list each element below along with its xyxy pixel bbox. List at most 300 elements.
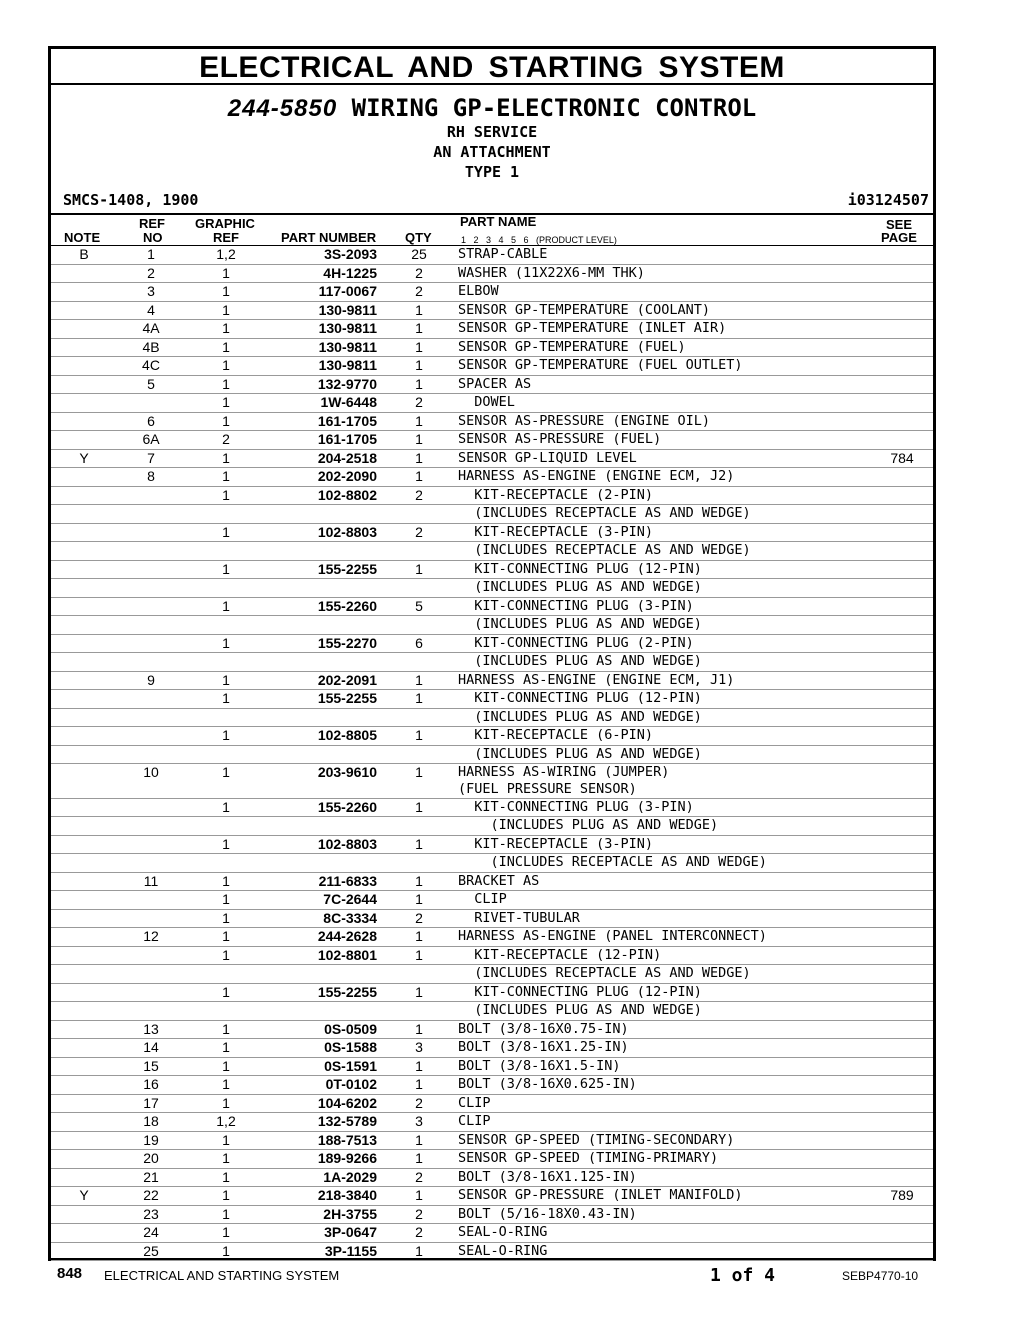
col-ref-bottom: NO [143, 230, 163, 245]
part-name-cell: SENSOR GP-SPEED (TIMING-PRIMARY) [458, 1150, 719, 1166]
ref-no-cell: 8 [147, 468, 155, 484]
table-row [51, 357, 933, 376]
ref-no-cell: 25 [143, 1242, 159, 1259]
ref-no-cell: 4C [142, 357, 160, 373]
qty-cell: 1 [415, 764, 423, 780]
note-cell: Y [79, 1187, 89, 1203]
part-name-cell: CLIP [458, 1094, 491, 1111]
table-row [51, 339, 933, 358]
part-number-cell: 211-6833 [318, 872, 377, 889]
table-row [51, 561, 933, 580]
graphic-ref-cell: 1 [222, 872, 230, 889]
part-number-cell: 7C-2644 [323, 891, 377, 907]
group-subtitle-3: TYPE 1 [464, 163, 520, 181]
part-number-cell: 132-9770 [317, 375, 377, 392]
qty-cell: 1 [415, 338, 423, 355]
table-row [51, 616, 933, 635]
part-name-cell: SENSOR AS-PRESSURE (FUEL) [458, 431, 662, 447]
part-name-cell: BRACKET AS [458, 872, 540, 889]
ref-no-cell: 3 [147, 283, 155, 299]
qty-cell: 1 [415, 690, 423, 706]
qty-cell: 2 [415, 283, 423, 299]
ref-no-cell: 6A [142, 431, 160, 447]
part-number-cell: 102-8802 [317, 486, 377, 503]
graphic-ref-cell: 1 [222, 690, 230, 706]
ref-no-cell: 16 [143, 1076, 159, 1092]
table-row [51, 836, 933, 855]
table-row [51, 635, 933, 654]
note-cell: B [79, 246, 89, 262]
part-name-cell: SENSOR GP-TEMPERATURE (FUEL OUTLET) [458, 357, 743, 373]
part-name-cell: (INCLUDES RECEPTACLE AS AND WEDGE) [458, 542, 751, 558]
part-number-cell: 102-8803 [317, 835, 377, 852]
col-see-bottom: PAGE [881, 230, 917, 245]
qty-cell: 2 [415, 486, 423, 503]
qty-cell: 1 [415, 928, 423, 944]
table-row [51, 764, 933, 799]
part-number-cell: 155-2260 [317, 798, 377, 815]
col-graphic-top: GRAPHIC [195, 216, 255, 231]
ref-no-cell: 22 [143, 1187, 159, 1203]
part-name-cell: SENSOR GP-PRESSURE (INLET MANIFOLD) [458, 1187, 743, 1203]
ref-no-cell: 21 [143, 1168, 159, 1185]
graphic-ref-cell: 1 [222, 597, 230, 614]
group-subtitle-1: RH SERVICE [446, 123, 538, 141]
graphic-ref-cell: 1 [222, 320, 230, 336]
ref-no-cell: 19 [143, 1131, 159, 1148]
part-name-cell: (INCLUDES RECEPTACLE AS AND WEDGE) [458, 854, 767, 870]
col-product-level: 1 2 3 4 5 6 (PRODUCT LEVEL) [461, 235, 617, 245]
qty-cell: 1 [415, 301, 423, 318]
part-name-cell: HARNESS AS-WIRING (JUMPER) (FUEL PRESSURE SENSOR) [458, 764, 670, 797]
part-number-cell: 188-7513 [317, 1131, 377, 1148]
qty-cell: 1 [415, 412, 423, 429]
table-row [51, 1187, 933, 1206]
qty-cell: 1 [415, 798, 423, 815]
part-name-cell: SEAL-O-RING [458, 1242, 548, 1259]
part-name-cell: (INCLUDES PLUG AS AND WEDGE) [458, 817, 719, 833]
graphic-ref-cell: 1 [222, 1242, 230, 1259]
graphic-ref-cell: 1 [222, 909, 230, 926]
part-name-cell: KIT-RECEPTACLE (12-PIN) [458, 946, 662, 963]
qty-cell: 2 [415, 394, 423, 410]
qty-cell: 1 [415, 983, 423, 1000]
qty-cell: 2 [415, 909, 423, 926]
part-number-cell: 155-2255 [317, 560, 377, 577]
table-row [51, 1058, 933, 1077]
part-name-cell: ELBOW [458, 283, 499, 299]
graphic-ref-cell: 1 [222, 727, 230, 743]
table-row [51, 598, 933, 617]
qty-cell: 1 [415, 671, 423, 688]
part-name-cell: STRAP-CABLE [458, 246, 548, 262]
graphic-ref-cell: 1,2 [216, 246, 236, 262]
part-name-cell: BOLT (5/16-18X0.43-IN) [458, 1205, 637, 1222]
ref-no-cell: 9 [147, 671, 155, 688]
table-row [51, 984, 933, 1003]
ref-no-cell: 23 [143, 1205, 159, 1222]
table-row [51, 1132, 933, 1151]
part-name-cell: HARNESS AS-ENGINE (ENGINE ECM, J1) [458, 671, 735, 688]
graphic-ref-cell: 1 [222, 375, 230, 392]
part-name-cell: (INCLUDES PLUG AS AND WEDGE) [458, 616, 702, 632]
col-qty: QTY [405, 230, 432, 245]
col-see-top: SEE [886, 217, 913, 232]
note-cell: Y [79, 449, 89, 466]
part-name-cell: DOWEL [458, 394, 515, 410]
see-page-cell: 789 [890, 1187, 914, 1203]
part-number-cell: 3P-0647 [324, 1224, 377, 1240]
qty-cell: 1 [415, 560, 423, 577]
part-number-cell: 155-2270 [317, 634, 377, 651]
qty-cell: 1 [415, 835, 423, 852]
graphic-ref-cell: 1 [222, 1205, 230, 1222]
part-number-cell: 102-8801 [317, 946, 377, 963]
table-row [51, 413, 933, 432]
part-name-cell: (INCLUDES PLUG AS AND WEDGE) [458, 579, 702, 595]
table-row [51, 542, 933, 561]
graphic-ref-cell: 1 [222, 394, 230, 410]
part-number-cell: 155-2255 [317, 983, 377, 1000]
graphic-ref-cell: 1 [222, 301, 230, 318]
table-row [51, 817, 933, 836]
qty-cell: 1 [415, 468, 423, 484]
part-number-cell: 218-3840 [317, 1187, 377, 1203]
ref-no-cell: 20 [143, 1150, 159, 1166]
part-name-cell: SENSOR GP-TEMPERATURE (INLET AIR) [458, 320, 727, 336]
part-number-cell: 244-2628 [317, 928, 377, 944]
parts-table-body [51, 246, 933, 1261]
graphic-ref-cell: 1 [222, 468, 230, 484]
part-name-cell: SENSOR GP-TEMPERATURE (FUEL) [458, 338, 686, 355]
part-name-cell: SPACER AS [458, 375, 532, 392]
part-name-cell: SEAL-O-RING [458, 1224, 548, 1240]
table-row [51, 799, 933, 818]
group-heading [51, 95, 933, 122]
ref-no-cell: 15 [143, 1057, 159, 1074]
smcs-code: SMCS-1408, 1900 [63, 191, 199, 209]
illustration-id: i03124507 [847, 191, 929, 209]
table-row [51, 450, 933, 469]
col-part-number: PART NUMBER [281, 230, 377, 245]
table-row [51, 1150, 933, 1169]
table-row [51, 579, 933, 598]
part-number-cell: 0T-0102 [325, 1076, 377, 1092]
qty-cell: 1 [415, 449, 423, 466]
ref-no-cell: 7 [147, 449, 155, 466]
table-row [51, 1113, 933, 1132]
table-row [51, 302, 933, 321]
table-row [51, 891, 933, 910]
graphic-ref-cell: 1 [222, 1187, 230, 1203]
qty-cell: 3 [415, 1113, 423, 1129]
qty-cell: 1 [415, 1076, 423, 1092]
table-row [51, 487, 933, 506]
ref-no-cell: 1 [147, 246, 155, 262]
parts-list-frame [48, 46, 936, 1261]
graphic-ref-cell: 1 [222, 798, 230, 815]
part-number-cell: 1A-2029 [323, 1168, 377, 1185]
qty-cell: 2 [415, 1224, 423, 1240]
table-row [51, 1002, 933, 1021]
part-number-cell: 189-9266 [317, 1150, 377, 1166]
ref-no-cell: 12 [143, 928, 159, 944]
qty-cell: 6 [415, 634, 423, 651]
part-name-cell: BOLT (3/8-16X1.125-IN) [458, 1168, 637, 1185]
table-row [51, 947, 933, 966]
part-number-cell: 202-2090 [317, 468, 377, 484]
qty-cell: 1 [415, 1057, 423, 1074]
qty-cell: 2 [415, 264, 423, 281]
table-row [51, 854, 933, 873]
part-name-cell: SENSOR GP-LIQUID LEVEL [458, 449, 637, 466]
ref-no-cell: 17 [143, 1094, 159, 1111]
part-name-cell: HARNESS AS-ENGINE (PANEL INTERCONNECT) [458, 928, 767, 944]
graphic-ref-cell: 1 [222, 1094, 230, 1111]
table-row [51, 283, 933, 302]
table-row [51, 1169, 933, 1188]
part-name-cell: (INCLUDES PLUG AS AND WEDGE) [458, 653, 702, 669]
table-row [51, 1243, 933, 1262]
col-part-name: PART NAME [460, 214, 537, 229]
ref-no-cell: 14 [143, 1039, 159, 1055]
qty-cell: 1 [415, 891, 423, 907]
graphic-ref-cell: 1 [222, 1224, 230, 1240]
graphic-ref-cell: 1 [222, 357, 230, 373]
table-row [51, 965, 933, 984]
qty-cell: 1 [415, 1187, 423, 1203]
table-row [51, 653, 933, 672]
part-number-cell: 130-9811 [318, 338, 377, 355]
table-row [51, 524, 933, 543]
qty-cell: 1 [415, 946, 423, 963]
part-number-cell: 8C-3334 [323, 909, 377, 926]
ref-no-cell: 24 [143, 1224, 159, 1240]
part-number-cell: 1W-6448 [320, 394, 377, 410]
qty-cell: 1 [415, 727, 423, 743]
group-part-number: 244-5850 [227, 95, 338, 122]
table-row [51, 431, 933, 450]
ref-no-cell: 6 [147, 412, 155, 429]
part-name-cell: BOLT (3/8-16X0.75-IN) [458, 1020, 629, 1037]
part-name-cell: KIT-CONNECTING PLUG (3-PIN) [458, 798, 694, 815]
table-row [51, 468, 933, 487]
graphic-ref-cell: 1 [222, 946, 230, 963]
graphic-ref-cell: 1 [222, 671, 230, 688]
table-row [51, 727, 933, 746]
ref-no-cell: 18 [143, 1113, 159, 1129]
graphic-ref-cell: 1 [222, 523, 230, 540]
table-row [51, 910, 933, 929]
graphic-ref-cell: 1,2 [216, 1113, 236, 1129]
qty-cell: 1 [415, 872, 423, 889]
table-row [51, 505, 933, 524]
part-number-cell: 102-8805 [317, 727, 377, 743]
qty-cell: 1 [415, 1242, 423, 1259]
table-row [51, 265, 933, 284]
ref-no-cell: 13 [143, 1020, 159, 1037]
part-number-cell: 161-1705 [317, 412, 377, 429]
part-number-cell: 117-0067 [318, 283, 377, 299]
part-name-cell: CLIP [458, 891, 507, 907]
part-name-cell: (INCLUDES RECEPTACLE AS AND WEDGE) [458, 965, 751, 981]
graphic-ref-cell: 1 [222, 1057, 230, 1074]
part-name-cell: SENSOR GP-TEMPERATURE (COOLANT) [458, 301, 710, 318]
graphic-ref-cell: 1 [222, 835, 230, 852]
part-name-cell: BOLT (3/8-16X1.25-IN) [458, 1039, 629, 1055]
qty-cell: 2 [415, 1094, 423, 1111]
qty-cell: 1 [415, 320, 423, 336]
ref-no-cell: 4A [142, 320, 160, 336]
graphic-ref-cell: 2 [222, 431, 230, 447]
part-number-cell: 0S-1588 [324, 1039, 377, 1055]
qty-cell: 5 [415, 597, 423, 614]
part-name-cell: (INCLUDES PLUG AS AND WEDGE) [458, 708, 702, 725]
graphic-ref-cell: 1 [222, 1131, 230, 1148]
graphic-ref-cell: 1 [222, 1150, 230, 1166]
part-number-cell: 155-2255 [317, 690, 377, 706]
graphic-ref-cell: 1 [222, 764, 230, 780]
part-number-cell: 204-2518 [317, 449, 377, 466]
part-number-cell: 102-8803 [317, 523, 377, 540]
part-name-cell: (INCLUDES PLUG AS AND WEDGE) [458, 1002, 702, 1018]
table-row [51, 1095, 933, 1114]
part-name-cell: WASHER (11X22X6-MM THK) [458, 264, 645, 281]
ref-no-cell: 10 [143, 764, 159, 780]
part-number-cell: 0S-0509 [324, 1020, 377, 1037]
ref-no-cell: 4 [147, 301, 155, 318]
qty-cell: 1 [415, 375, 423, 392]
graphic-ref-cell: 1 [222, 1039, 230, 1055]
qty-cell: 25 [411, 246, 427, 262]
graphic-ref-cell: 1 [222, 560, 230, 577]
table-row [51, 690, 933, 709]
group-part-name: WIRING GP-ELECTRONIC CONTROL [351, 94, 757, 122]
qty-cell: 1 [415, 1150, 423, 1166]
table-row [51, 1039, 933, 1058]
graphic-ref-cell: 1 [222, 1020, 230, 1037]
part-name-cell: KIT-RECEPTACLE (3-PIN) [458, 835, 654, 852]
ref-no-cell: 2 [147, 264, 155, 281]
group-subtitle-2: AN ATTACHMENT [433, 143, 551, 161]
table-row [51, 320, 933, 339]
table-row [51, 928, 933, 947]
graphic-ref-cell: 1 [222, 449, 230, 466]
part-name-cell: (INCLUDES RECEPTACLE AS AND WEDGE) [458, 505, 751, 521]
table-row [51, 246, 933, 265]
part-number-cell: 3S-2093 [324, 246, 377, 262]
graphic-ref-cell: 1 [222, 283, 230, 299]
table-row [51, 873, 933, 892]
qty-cell: 1 [415, 357, 423, 373]
graphic-ref-cell: 1 [222, 1168, 230, 1185]
footer-doc-id: SEBP4770-10 [842, 1269, 919, 1283]
ref-no-cell: 11 [143, 872, 159, 889]
part-number-cell: 202-2091 [317, 671, 377, 688]
footer-page-of: 1 of 4 [710, 1265, 776, 1286]
graphic-ref-cell: 1 [222, 486, 230, 503]
qty-cell: 1 [415, 1131, 423, 1148]
table-row [51, 672, 933, 691]
part-name-cell: (INCLUDES PLUG AS AND WEDGE) [458, 745, 702, 762]
part-number-cell: 104-6202 [317, 1094, 377, 1111]
part-name-cell: KIT-RECEPTACLE (6-PIN) [458, 727, 654, 743]
part-name-cell: RIVET-TUBULAR [458, 909, 580, 926]
qty-cell: 1 [415, 1020, 423, 1037]
part-name-cell: SENSOR AS-PRESSURE (ENGINE OIL) [458, 412, 710, 429]
part-number-cell: 130-9811 [318, 320, 377, 336]
ref-no-cell: 5 [147, 375, 155, 392]
part-name-cell: KIT-CONNECTING PLUG (12-PIN) [458, 560, 702, 577]
graphic-ref-cell: 1 [222, 634, 230, 651]
table-row [51, 1076, 933, 1095]
smcs-row [51, 189, 933, 215]
part-number-cell: 203-9610 [317, 764, 377, 780]
graphic-ref-cell: 1 [222, 983, 230, 1000]
table-row [51, 1206, 933, 1225]
part-name-cell: BOLT (3/8-16X1.5-IN) [458, 1057, 621, 1074]
part-name-cell: CLIP [458, 1113, 491, 1129]
part-name-cell: KIT-RECEPTACLE (2-PIN) [458, 486, 654, 503]
table-row [51, 394, 933, 413]
graphic-ref-cell: 1 [222, 264, 230, 281]
part-name-cell: BOLT (3/8-16X0.625-IN) [458, 1076, 637, 1092]
part-number-cell: 3P-1155 [324, 1242, 377, 1259]
part-name-cell: KIT-RECEPTACLE (3-PIN) [458, 523, 654, 540]
table-row [51, 709, 933, 728]
qty-cell: 2 [415, 1168, 423, 1185]
graphic-ref-cell: 1 [222, 1076, 230, 1092]
graphic-ref-cell: 1 [222, 338, 230, 355]
graphic-ref-cell: 1 [222, 928, 230, 944]
part-number-cell: 132-5789 [317, 1113, 377, 1129]
graphic-ref-cell: 1 [222, 412, 230, 429]
page-title: ELECTRICAL AND STARTING SYSTEM [51, 49, 933, 85]
column-headers [51, 215, 933, 246]
see-page-cell: 784 [890, 449, 914, 466]
table-row [51, 746, 933, 765]
part-number-cell: 4H-1225 [323, 264, 377, 281]
footer-section: ELECTRICAL AND STARTING SYSTEM [104, 1268, 340, 1283]
ref-no-cell: 4B [142, 338, 160, 355]
footer-page-number: 848 [57, 1265, 83, 1282]
page-footer [0, 1265, 1020, 1289]
part-number-cell: 155-2260 [317, 597, 377, 614]
part-name-cell: KIT-CONNECTING PLUG (12-PIN) [458, 983, 702, 1000]
part-number-cell: 0S-1591 [324, 1057, 377, 1074]
qty-cell: 1 [415, 431, 423, 447]
part-number-cell: 130-9811 [318, 301, 377, 318]
part-name-cell: KIT-CONNECTING PLUG (12-PIN) [458, 690, 702, 706]
qty-cell: 3 [415, 1039, 423, 1055]
table-row [51, 376, 933, 395]
part-name-cell: SENSOR GP-SPEED (TIMING-SECONDARY) [458, 1131, 735, 1148]
table-row [51, 1224, 933, 1243]
qty-cell: 2 [415, 1205, 423, 1222]
col-note: NOTE [64, 230, 101, 245]
table-row [51, 1021, 933, 1040]
part-name-cell: KIT-CONNECTING PLUG (3-PIN) [458, 597, 694, 614]
col-graphic-bottom: REF [213, 230, 239, 245]
part-name-cell: KIT-CONNECTING PLUG (2-PIN) [458, 634, 694, 651]
col-ref-top: REF [139, 216, 165, 231]
part-name-cell: HARNESS AS-ENGINE (ENGINE ECM, J2) [458, 468, 735, 484]
part-number-cell: 2H-3755 [323, 1205, 377, 1222]
qty-cell: 2 [415, 523, 423, 540]
part-number-cell: 130-9811 [318, 357, 377, 373]
graphic-ref-cell: 1 [222, 891, 230, 907]
part-number-cell: 161-1705 [317, 431, 377, 447]
